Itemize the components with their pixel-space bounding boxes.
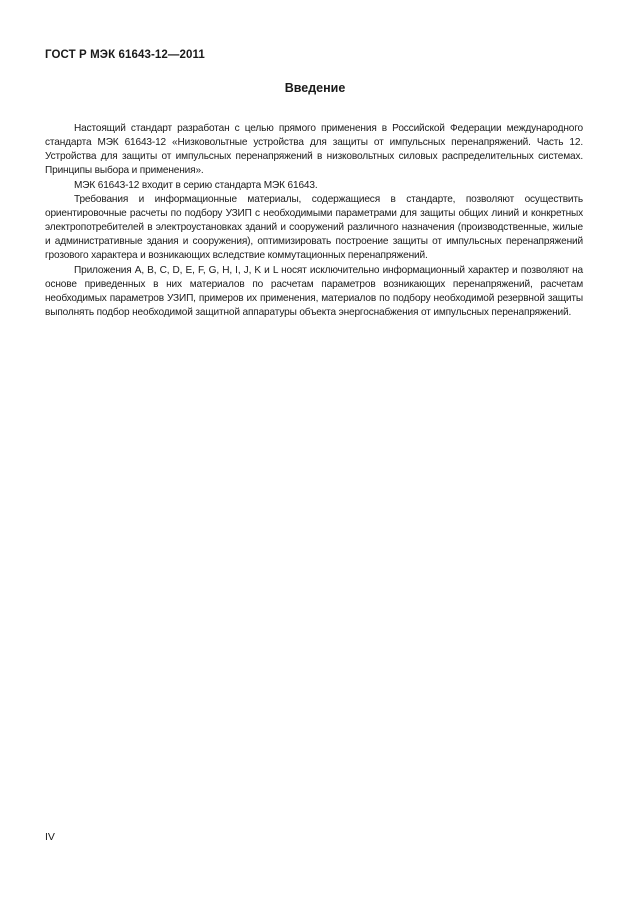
section-title: Введение <box>284 81 346 95</box>
paragraph: МЭК 61643-12 входит в серию стандарта МЭК 61643. <box>74 179 318 191</box>
paragraph: Требования и информационные материалы, содержащиеся в стандарте, позволяют осуществить ориентировочные расчеты по подбору УЗИП с необходимыми параметрами для защиты общих линий и конкретных электропотребителей в электроустановках зданий и сооружений различного назначения (производственные, жилые и административные здания и сооружения), оптимизировать построение защиты от импульсных перенапряжений грозового характера и возникающих вследствие коммутационных перенапряжений. <box>45 193 583 262</box>
paragraph: Настоящий стандарт разработан с целью прямого применения в Российской Федерации международного стандарта МЭК 61643-12 «Низковольтные устройства для защиты от импульсных перенапряжений. Часть 12. Устройства для защиты от импульсных перенапряжений в низковольтных силовых распределительных системах. Принципы выбора и применения». <box>45 123 583 177</box>
running-header: ГОСТ Р МЭК 61643-12—2011 <box>45 49 205 61</box>
page-number: IV <box>45 831 55 843</box>
paragraph: Приложения A, B, C, D, E, F, G, H, I, J, K и L носят исключительно информационный характер и позволяют на основе приведенных в них материалов по расчетам параметров возникающих перенапряжений, расчетам необходимых параметров УЗИП, примеров их применения, материалов по подбору необходимой резервной защиты выполнять подбор необходимой защитной аппаратуры объекта энергоснабжения от импульсных перенапряжений. <box>45 264 583 319</box>
body-text <box>45 122 583 320</box>
